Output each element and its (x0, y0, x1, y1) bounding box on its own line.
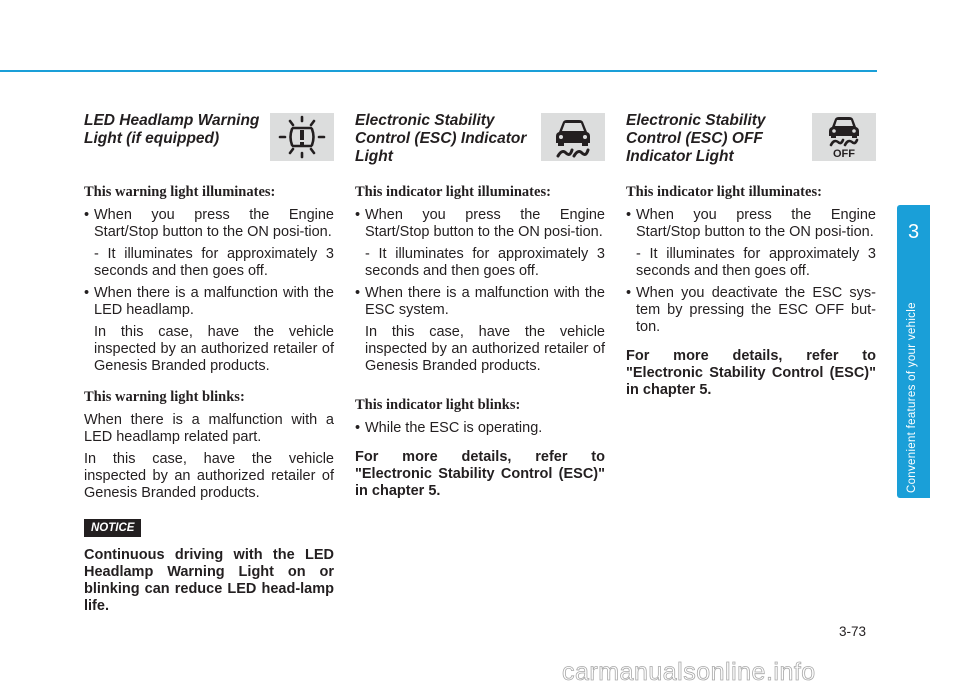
paragraph: In this case, have the vehicle inspected by an authorized retailer of Genesis Branded products. (84, 451, 334, 501)
chapter-tab (897, 205, 930, 498)
esc-off-indicator-section (626, 110, 876, 399)
list-note: In this case, have the vehicle inspected by an authorized retailer of Genesis Branded products. (94, 324, 334, 374)
list-item: - It illuminates for approximately 3 seconds and then goes off. (365, 246, 605, 279)
subheading: This warning light blinks: (84, 389, 245, 405)
subheading: This indicator light illuminates: (355, 184, 551, 200)
chapter-title: Convenient features of your vehicle (906, 302, 918, 493)
reference-note: For more details, refer to "Electronic Stability Control (ESC)" in chapter 5. (626, 348, 876, 398)
list-note: In this case, have the vehicle inspected by an authorized retailer of Genesis Branded products. (365, 324, 605, 374)
list-item: - It illuminates for approximately 3 seconds and then goes off. (636, 246, 876, 279)
list-item: • When there is a malfunction with the LED headlamp. (84, 285, 334, 318)
section-title: Electronic Stability Control (ESC) Indicator Light (355, 112, 527, 165)
list-item: - It illuminates for approximately 3 seconds and then goes off. (94, 246, 334, 279)
list-item: • When you press the Engine Start/Stop button to the ON posi-tion. (626, 207, 876, 240)
notice-badge: NOTICE (84, 519, 141, 537)
reference-note: For more details, refer to "Electronic Stability Control (ESC)" in chapter 5. (355, 449, 605, 499)
esc-off-icon-label: OFF (833, 148, 855, 159)
top-divider (0, 70, 877, 72)
section-title: LED Headlamp Warning Light (if equipped) (84, 112, 260, 147)
chapter-number: 3 (907, 221, 920, 243)
esc-indicator-section (355, 110, 605, 500)
notice-text: Continuous driving with the LED Headlamp Warning Light on or blinking can reduce LED head-lamp life. (84, 547, 334, 614)
watermark: carmanualsonline.info (562, 658, 816, 686)
led-headlamp-section (84, 110, 334, 615)
list-item: • When you press the Engine Start/Stop button to the ON posi-tion. (84, 207, 334, 240)
subheading: This indicator light blinks: (355, 397, 521, 413)
page-number: 3-73 (839, 624, 867, 639)
esc-off-indicator-icon (812, 113, 876, 161)
list-item: • While the ESC is operating. (355, 420, 543, 436)
section-title: Electronic Stability Control (ESC) OFF Indicator Light (626, 112, 766, 165)
subheading: This warning light illuminates: (84, 184, 276, 200)
list-item: • When there is a malfunction with the ESC system. (355, 285, 605, 318)
subheading: This indicator light illuminates: (626, 184, 822, 200)
esc-indicator-icon (541, 113, 605, 161)
list-item: • When you deactivate the ESC sys-tem by pressing the ESC OFF but-ton. (626, 285, 876, 335)
led-headlamp-warning-icon (270, 113, 334, 161)
paragraph: When there is a malfunction with a LED headlamp related part. (84, 412, 334, 445)
list-item: • When you press the Engine Start/Stop button to the ON posi-tion. (355, 207, 605, 240)
